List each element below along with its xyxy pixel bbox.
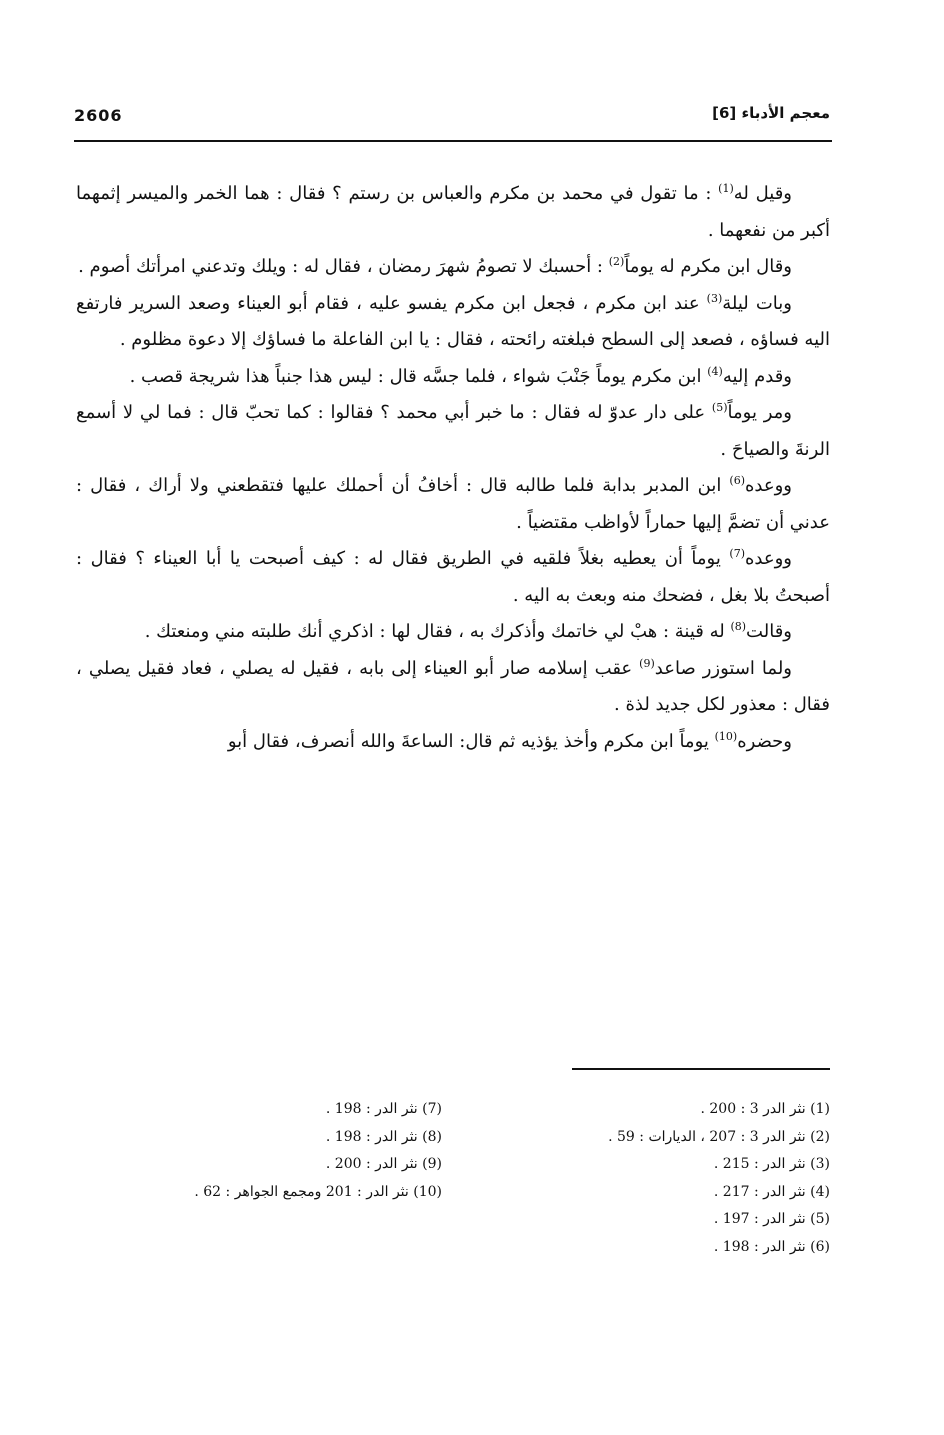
paragraph-9: ولما استوزر صاعد$^{(9)}$ عقب إسلامه صار أبو العيناء إلى بابه ، فقيل له يصلي ، فعاد فقيل يصلي ، فقال : معذور لكل جديد لذة . (76, 656, 830, 715)
footnote-6: (6) نثر الدر : 198 . (713, 1238, 830, 1255)
paragraph-3: وبات ليلة$^{(3)}$ عند ابن مكرم ، فجعل ابن مكرم يفسو عليه ، فقام أبو العيناء وصعد السرير فارتفع اليه فساؤه ، فصعد إلى السطح فبلغته رائحته ، فقال : يا ابن الفاعلة ما فساؤك إلا دعوة مظلوم . (76, 291, 830, 350)
footnote-ref-7: (7) (729, 547, 745, 560)
page-number: 2606 (74, 106, 123, 125)
footnote-rule (572, 1068, 830, 1070)
footnote-10: (10) نثر الدر : 201 ومجمع الجواهر : 62 . (194, 1183, 442, 1200)
page-header (72, 104, 830, 134)
footnote-ref-5: (5) (711, 401, 728, 414)
paragraph-4: وقدم إليه$^{(4)}$ ابن مكرم يوماً جَنْبَ شواء ، فلما جسَّه قال : ليس هذا جنباً هذا شريجة قصب . (129, 364, 792, 387)
footnote-ref-4: (4) (707, 364, 723, 378)
paragraph-8: وقالت$^{(8)}$ له قينة : هبْ لي خاتمك وأذكرك به ، فقال لها : اذكري أنك طلبته مني ومنعتك . (144, 620, 792, 642)
footnotes-right-column (608, 1096, 830, 1261)
footnote-ref-10: (10) (714, 729, 738, 743)
paragraph-10: وحضره$^{(10)}$ يوماً ابن مكرم وأخذ يؤذيه ثم قال: الساعةَ والله أنصرف، فقال أبو (227, 729, 792, 752)
footnote-ref-2: (2) (608, 255, 625, 268)
footnote-ref-1: (1) (718, 182, 734, 195)
footnote-ref-3: (3) (706, 291, 723, 305)
main-text (76, 176, 830, 760)
footnote-7: (7) نثر الدر : 198 . (325, 1101, 442, 1117)
paragraph-2: وقال ابن مكرم له يوماً$^{(2)}$ : أحسبك لا تصومُ شهرَ رمضان ، فقال له : ويلك وتدعني امرأتك أصوم . (78, 255, 792, 277)
footnote-ref-6: (6) (729, 474, 745, 487)
paragraph-5: ومر يوماً$^{(5)}$ على دار عدوّ له فقال : ما خبر أبي محمد ؟ فقالوا : كما تحبّ قال : فما لي لا أسمع الرنةَ والصياحَ . (76, 401, 830, 460)
footnote-4: (4) نثر الدر : 217 . (713, 1183, 830, 1200)
footnote-ref-8: (8) (730, 620, 747, 633)
running-title: معجم الأدباء [6] (712, 104, 830, 122)
footnote-1: (1) نثر الدر 3 : 200 . (700, 1101, 830, 1117)
header-rule (74, 140, 832, 142)
footnote-ref-9: (9) (639, 656, 655, 670)
footnote-2: (2) نثر الدر 3 : 207 ، الديارات : 59 . (608, 1128, 830, 1145)
paragraph-6: ووعده$^{(6)}$ ابن المدبر بدابة فلما طالبه قال : أخافُ أن أحملك عليها فتقطعني ولا أراك ، فقال : عدني أن تضمَّ إليها حماراً لأواظب مقتضياً . (76, 474, 830, 533)
footnote-8: (8) نثر الدر : 198 . (325, 1128, 442, 1145)
footnote-5: (5) نثر الدر : 197 . (713, 1211, 830, 1227)
footnote-3: (3) نثر الدر : 215 . (713, 1156, 830, 1172)
paragraph-1: وقيل له$^{(1)}$ : ما تقول في محمد بن مكرم والعباس بن رستم ؟ فقال : هما الخمر والميسر إثمهما أكبر من نفعهما . (76, 182, 830, 241)
paragraph-7: ووعده$^{(7)}$ يوماً أن يعطيه بغلاً فلقيه في الطريق فقال له : كيف أصبحت يا أبا العيناء ؟ فقال : أصبحتُ بلا بغل ، فضحك منه وبعث به اليه . (76, 547, 830, 606)
footnotes-left-column (194, 1096, 442, 1206)
footnote-9: (9) نثر الدر : 200 . (325, 1156, 442, 1172)
